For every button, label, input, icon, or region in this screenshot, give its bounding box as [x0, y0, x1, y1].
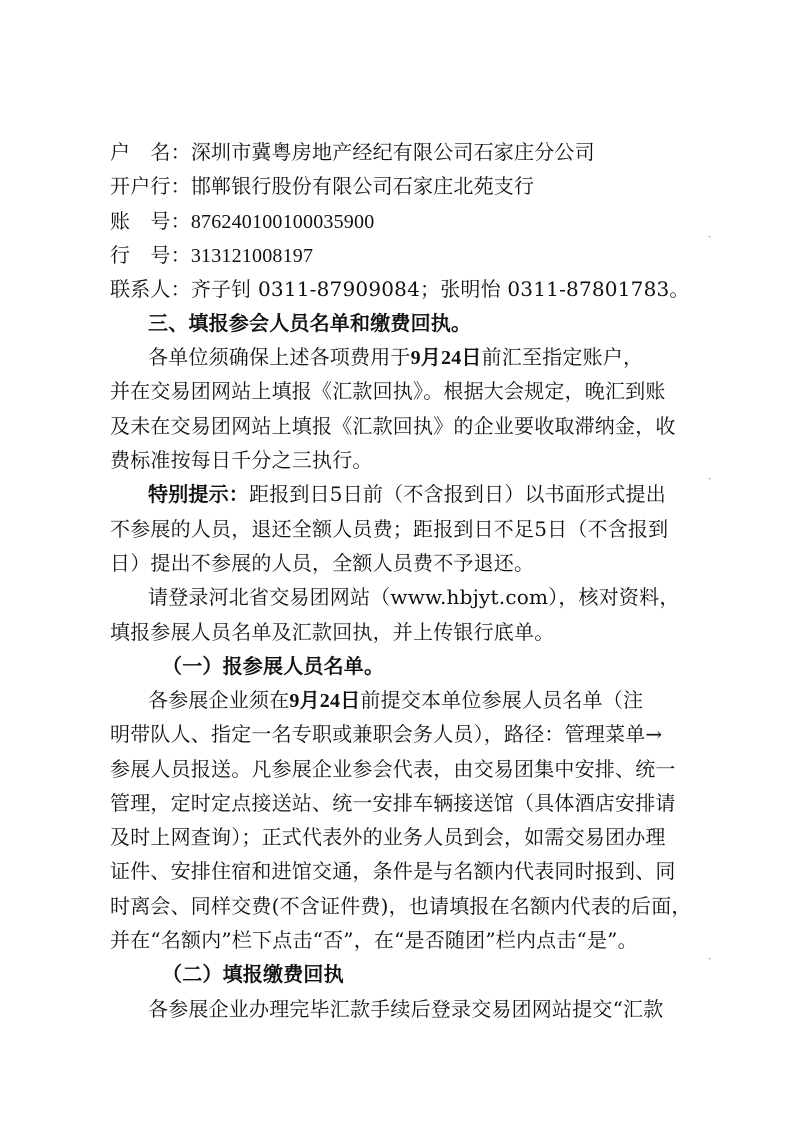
special-note-line-2: 不参展的人员，退还全额人员费；距报到日不足5日（不含报到 [110, 517, 669, 541]
payment-paragraph-line-3: 及未在交易团网站上填报《汇款回执》的企业要收取滞纳金，收 [110, 414, 676, 438]
special-note-label: 特别提示： [148, 482, 249, 506]
login-paragraph-line-2: 填报参展人员名单及汇款回执，并上传银行底单。 [110, 620, 555, 644]
staff-list-line-6: 证件、安排住宿和进馆交通，条件是与名额内代表同时报到、同 [110, 859, 676, 883]
contact-label: 联系人： [110, 277, 191, 301]
bank-code-label: 行 号： [110, 243, 191, 267]
staff-list-line-2: 明带队人、指定一名专职或兼职会务人员），路径：管理菜单→ [110, 722, 663, 746]
account-bank-label: 开户行： [110, 174, 191, 198]
account-name-value: 深圳市冀粤房地产经纪有限公司石家庄分公司 [190, 140, 595, 164]
account-number-line [110, 206, 705, 237]
special-note-line-3: 日）提出不参展的人员，全额人员费不予退还。 [110, 551, 535, 575]
payment-text-post: 前汇至指定账户， [481, 345, 644, 369]
subsection-two-heading: （二）填报缴费回执 [162, 962, 344, 986]
bank-code-line [110, 240, 705, 271]
staff-list-line-7: 时离会、同样交费(不含证件费)，也请填报在名额内代表的后面， [110, 894, 692, 918]
account-number-value: 876240100100035900 [190, 211, 375, 233]
contact-value: 齐子钊 0311-87909084；张明怡 0311-87801783。 [190, 277, 690, 301]
staff-list-line-8: 并在“名额内”栏下点击“否”，在“是否随团”栏内点击“是”。 [110, 928, 638, 952]
section-three-heading: 三、填报参会人员名单和缴费回执。 [148, 311, 472, 335]
staff-list-line-3: 参展人员报送。凡参展企业参会代表，由交易团集中安排、统一 [110, 757, 676, 781]
staff-list-line-4: 管理，定时定点接送站、统一安排车辆接送馆（具体酒店安排请 [110, 791, 676, 815]
staff-list-line-5: 及时上网查询）；正式代表外的业务人员到会，如需交易团办理 [110, 825, 666, 849]
scan-mark: ˏ [708, 949, 712, 960]
receipt-paragraph-line-1: 各参展企业办理完毕汇款手续后登录交易团网站提交“汇款 [148, 997, 664, 1021]
subsection-one-heading: （一）报参展人员名单。 [162, 654, 385, 678]
staff-list-text-post: 前提交本单位参展人员名单（注 [360, 688, 644, 712]
account-name-line [110, 137, 705, 167]
payment-paragraph-line-4: 费标准按每日千分之三执行。 [110, 448, 373, 472]
special-note-text: 距报到日5日前（不含报到日）以书面形式提出 [249, 482, 666, 506]
bank-code-value: 313121008197 [190, 245, 314, 267]
contact-line [110, 274, 705, 304]
staff-list-deadline-date: 9月24日 [289, 690, 361, 712]
scan-mark: ˏ [708, 227, 712, 238]
login-paragraph-line-1: 请登录河北省交易团网站（www.hbjyt.com），核对资料， [148, 585, 680, 609]
special-note-line-1 [148, 479, 743, 509]
account-bank-value: 邯郸银行股份有限公司石家庄北苑支行 [190, 174, 535, 198]
payment-text-pre: 各单位须确保上述各项费用于 [148, 345, 411, 369]
payment-paragraph-line-2: 并在交易团网站上填报《汇款回执》。根据大会规定，晚汇到账 [110, 379, 666, 403]
scan-mark: ˏ [708, 469, 712, 480]
account-number-label: 账 号： [110, 209, 191, 233]
payment-paragraph-line-1 [148, 342, 743, 373]
account-bank-line [110, 171, 705, 201]
staff-list-line-1 [148, 685, 743, 716]
staff-list-text-pre: 各参展企业须在 [148, 688, 290, 712]
payment-deadline-date: 9月24日 [410, 347, 482, 369]
account-name-label: 户 名： [110, 140, 191, 164]
